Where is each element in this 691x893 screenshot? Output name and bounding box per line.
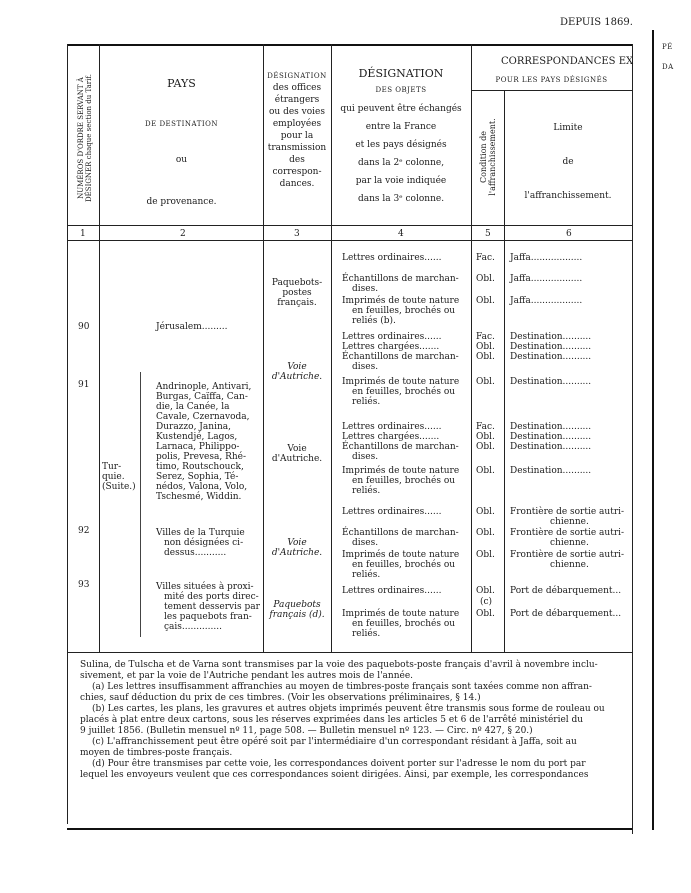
c93-l1: Villes situées à proxi- <box>156 582 254 592</box>
group-header: CORRESPONDANCES EX <box>501 56 634 67</box>
col3-l9: dances. <box>279 179 315 189</box>
row-90-6-cond: Obl. <box>476 352 495 362</box>
via1-l3: français. <box>277 298 317 308</box>
col2-line3: ou <box>175 155 188 165</box>
col3-l4: employées <box>272 119 322 129</box>
via92-l1: Voie <box>287 538 307 548</box>
c92-l2: non désignées ci- <box>164 538 244 548</box>
c93-l5: çais.............. <box>164 622 222 632</box>
col6-l2: de <box>562 157 574 167</box>
col6-l1: Limite <box>553 123 583 133</box>
table-top-rule <box>67 44 632 46</box>
c92-l3: dessus........... <box>164 548 227 558</box>
row-90-2-obj2: dises. <box>352 284 379 294</box>
section-91-via <box>266 444 328 464</box>
row-91-1-cond: Fac. <box>476 422 495 432</box>
row-92-3-obj: Imprimés de toute nature <box>342 550 460 560</box>
row-90-4-obj: Lettres ordinaires...... <box>342 332 442 342</box>
row-93-1-limit: Port de débarquement... <box>510 586 622 596</box>
turquie-l2: quie. <box>102 472 125 482</box>
row-91-1-obj: Lettres ordinaires...... <box>342 422 442 432</box>
via92-l2: d'Autriche. <box>271 548 323 558</box>
row-90-7-obj3: reliés. <box>352 397 381 407</box>
section-92-country <box>156 528 245 558</box>
col3-l6: transmission <box>267 143 327 153</box>
row-92-3-limit: Frontière de sortie autri- <box>510 550 625 560</box>
row-90-4-cond: Fac. <box>476 332 495 342</box>
c91-l2: Burgas, Caïffa, Can- <box>156 392 248 402</box>
row-90-1-limit: Jaffa.................. <box>510 253 583 263</box>
col3-l1: des offices <box>272 83 322 93</box>
section-93-via <box>266 600 328 620</box>
page-bottom-rule <box>67 828 632 830</box>
col2-header <box>100 78 263 208</box>
row-91-4-limit: Destination.......... <box>510 466 592 476</box>
via93-l2: français (d). <box>269 610 325 620</box>
row-93-1-obj: Lettres ordinaires...... <box>342 586 442 596</box>
row-90-7-obj: Imprimés de toute nature <box>342 377 460 387</box>
row-91-3-obj: Échantillons de marchan- <box>342 442 459 452</box>
col4-sub: DES OBJETS <box>375 86 427 94</box>
row-90-2-limit: Jaffa.................. <box>510 274 583 284</box>
row-91-3-obj2: dises. <box>352 452 379 462</box>
footnote-line-5: (b) Les cartes, les plans, les gravures et autres objets imprimés peuvent être transmis sous forme de rouleau ou <box>92 704 605 714</box>
row-92-1-limit: Frontière de sortie autri- <box>510 507 625 517</box>
c93-l3: tement desservis par <box>164 602 260 612</box>
via1-l2: postes <box>282 288 312 298</box>
via91-l1: Voie <box>287 444 307 454</box>
section-90-country: Jérusalem......... <box>156 322 228 332</box>
footnote-line-8: (c) L'affranchissement peut être opéré soit par l'intermédiaire d'un correspondant résidant à Jaffa, soit au <box>92 737 577 747</box>
c91-l10: Serez, Sophia, Té- <box>156 472 239 482</box>
c93-l4: les paquebots fran- <box>164 612 252 622</box>
c92-l1: Villes de la Turquie <box>156 528 245 538</box>
row-92-3-obj2: en feuilles, brochés ou <box>352 560 456 570</box>
col3-title: DÉSIGNATION <box>267 72 327 80</box>
row-91-4-obj: Imprimés de toute nature <box>342 466 460 476</box>
turquie-l1: Tur- <box>102 462 122 472</box>
via91-l2: d'Autriche. <box>271 454 323 464</box>
row-92-1-cond: Obl. <box>476 507 495 517</box>
footnote-line-11: lequel les envoyeurs veulent que ces correspondances soient dirigées. Ainsi, par exemple, les correspondances <box>80 770 589 780</box>
colnum-1: 1 <box>80 229 86 239</box>
group-header-rule <box>471 90 632 91</box>
row-90-3-obj2: en feuilles, brochés ou <box>352 306 456 316</box>
next-page-edge <box>652 30 654 830</box>
col3-l7: des <box>289 155 305 165</box>
row-91-4-cond: Obl. <box>476 466 495 476</box>
row-91-3-limit: Destination.......... <box>510 442 592 452</box>
row-90-6-obj: Échantillons de marchan- <box>342 352 459 362</box>
col4-l1: qui peuvent être échangés <box>340 104 462 114</box>
row-90-5-limit: Destination.......... <box>510 342 592 352</box>
row-90-7-obj2: en feuilles, brochés ou <box>352 387 456 397</box>
section-92-number: 92 <box>78 526 90 536</box>
section-93-country <box>156 582 260 632</box>
row-92-2-obj: Échantillons de marchan- <box>342 528 459 538</box>
footnote-line-6: placés à plat entre deux cartons, sous les réserves exprimées dans les articles 5 et 6 de l'arrêté ministériel du <box>80 715 584 725</box>
row-93-2-cond: Obl. <box>476 609 495 619</box>
row-93-2-obj3: reliés. <box>352 629 381 639</box>
footnote-line-1: Sulina, de Tulscha et de Varna sont transmises par la voie des paquebots-poste français d'avril à novembre inclu- <box>80 660 598 670</box>
section-92-via <box>266 538 328 558</box>
row-92-2-limit: Frontière de sortie autri- <box>510 528 625 538</box>
via93-l1: Paquebots <box>273 600 321 610</box>
c93-l2: mité des ports direc- <box>164 592 259 602</box>
next-page-fragment-1: PÉ <box>662 43 673 51</box>
col3-l5: pour la <box>280 131 314 141</box>
row-91-2-cond: Obl. <box>476 432 495 442</box>
row-90-7-cond: Obl. <box>476 377 495 387</box>
row-92-2-obj2: dises. <box>352 538 379 548</box>
footnote-line-10: (d) Pour être transmises par cette voie, les correspondances doivent porter sur l'adresse le nom du port par <box>92 759 586 769</box>
c91-l5: Durazzo, Janina, <box>156 422 231 432</box>
number-row-rule <box>67 240 632 241</box>
row-90-3-cond: Obl. <box>476 296 495 306</box>
col4-title: DÉSIGNATION <box>358 67 444 80</box>
turquie-label <box>102 462 136 492</box>
col4-l6: dans la 3ᵉ colonne. <box>357 194 445 204</box>
row-92-3-obj3: reliés. <box>352 570 381 580</box>
row-90-2-obj: Échantillons de marchan- <box>342 274 459 284</box>
row-93-2-obj2: en feuilles, brochés ou <box>352 619 456 629</box>
col3-l2: étrangers <box>274 95 320 105</box>
row-90-1-cond: Fac. <box>476 253 495 263</box>
page-header-fragment: DEPUIS 1869. <box>560 17 633 28</box>
c91-l9: timo, Routschouck, <box>156 462 244 472</box>
row-90-7-limit: Destination.......... <box>510 377 592 387</box>
group-subheader: POUR LES PAYS DÉSIGNÉS <box>495 76 608 84</box>
row-90-5-cond: Obl. <box>476 342 495 352</box>
c91-l11: nédos, Valona, Volo, <box>156 482 248 492</box>
row-92-1-obj: Lettres ordinaires...... <box>342 507 442 517</box>
row-91-3-cond: Obl. <box>476 442 495 452</box>
row-93-2-limit: Port de débarquement... <box>510 609 622 619</box>
via1-l1: Paquebots- <box>271 278 323 288</box>
section-91-country <box>156 382 251 502</box>
section-90-number: 90 <box>78 322 90 332</box>
section-90-via1 <box>266 278 328 308</box>
col4-l4: dans la 2ᵉ colonne, <box>357 158 445 168</box>
c91-l8: polis, Prevesa, Rhé- <box>156 452 247 462</box>
col6-header <box>504 122 632 202</box>
col3-l8: correspon- <box>272 167 322 177</box>
via2-l2: d'Autriche. <box>271 372 323 382</box>
col4-l3: et les pays désignés <box>355 140 447 150</box>
col6-l3: l'affranchissement. <box>524 191 612 201</box>
colnum-6: 6 <box>566 229 572 239</box>
footnote-line-7: 9 juillet 1856. (Bulletin mensuel nº 11, page 508. — Bulletin mensuel nº 123. — Circ. nº 427, § 20.) <box>80 726 533 736</box>
col2-title: PAYS <box>167 77 196 90</box>
col1-header-text: NUMÉROS D'ORDRE SERVANT À DÉSIGNER chaque section du Tarif. <box>77 74 93 202</box>
header-bottom-rule <box>67 225 632 226</box>
c91-l1: Andrinople, Antivari, <box>156 382 252 392</box>
footnote-line-9: moyen de timbres-poste français. <box>80 748 233 758</box>
row-90-1-obj: Lettres ordinaires...... <box>342 253 442 263</box>
footnote-line-3: (a) Les lettres insuffisamment affranchies au moyen de timbres-poste français sont taxées comme non affran- <box>92 682 592 692</box>
section-90-via2 <box>266 362 328 382</box>
row-91-1-limit: Destination.......... <box>510 422 592 432</box>
row-92-2-cond: Obl. <box>476 528 495 538</box>
row-90-2-cond: Obl. <box>476 274 495 284</box>
section-91-number: 91 <box>78 380 90 390</box>
row-90-5-obj: Lettres chargées....... <box>342 342 440 352</box>
footnotes <box>80 660 625 781</box>
row-92-2-limit2: chienne. <box>550 538 589 548</box>
row-91-2-obj: Lettres chargées....... <box>342 432 440 442</box>
table-bottom-rule <box>67 652 632 653</box>
col3-l3: ou des voies <box>269 107 325 117</box>
col5-header-text: Condition de l'affranchissement. <box>479 118 497 196</box>
footnote-line-2: sivement, et par la voie de l'Autriche pendant les autres mois de l'année. <box>80 671 414 681</box>
row-90-6-obj2: dises. <box>352 362 379 372</box>
c91-l4: Cavale, Czernavoda, <box>156 412 250 422</box>
row-91-4-obj3: reliés. <box>352 486 381 496</box>
row-93-1-cond: Obl. <box>476 586 495 596</box>
c91-l6: Kustendjé, Lagos, <box>156 432 238 442</box>
row-93-1-cond2: (c) <box>480 597 493 607</box>
row-90-3-obj3: reliés (b). <box>352 316 396 326</box>
turquie-brace <box>140 372 141 637</box>
col4-header <box>331 68 471 208</box>
colnum-3: 3 <box>294 229 300 239</box>
row-91-4-obj2: en feuilles, brochés ou <box>352 476 456 486</box>
c91-l12: Tschesmé, Widdin. <box>156 492 242 502</box>
c91-l3: die, la Canée, la <box>156 402 230 412</box>
colnum-4: 4 <box>398 229 404 239</box>
row-90-3-limit: Jaffa.................. <box>510 296 583 306</box>
turquie-l3: (Suite.) <box>102 482 136 492</box>
row-91-2-limit: Destination.......... <box>510 432 592 442</box>
next-page-fragment-2: DA <box>662 63 674 71</box>
col5-header <box>471 92 504 224</box>
col4-l2: entre la France <box>365 122 437 132</box>
row-92-1-limit2: chienne. <box>550 517 589 527</box>
col3-header <box>263 70 331 190</box>
via2-l1: Voie <box>287 362 307 372</box>
row-93-2-obj: Imprimés de toute nature <box>342 609 460 619</box>
col4-l5: par la voie indiquée <box>355 176 447 186</box>
colnum-5: 5 <box>485 229 491 239</box>
c91-l7: Larnaca, Philippo- <box>156 442 240 452</box>
col2-line4: de provenance. <box>146 197 217 207</box>
row-90-4-limit: Destination.......... <box>510 332 592 342</box>
row-90-6-limit: Destination.......... <box>510 352 592 362</box>
frame-right <box>632 44 633 834</box>
col2-line2: DE DESTINATION <box>145 120 218 128</box>
footnote-line-4: chies, sauf déduction du prix de ces timbres. (Voir les observations préliminaires, § 14.) <box>80 693 481 703</box>
colnum-2: 2 <box>180 229 186 239</box>
row-92-3-cond: Obl. <box>476 550 495 560</box>
section-93-number: 93 <box>78 580 90 590</box>
row-92-3-limit2: chienne. <box>550 560 589 570</box>
row-90-3-obj: Imprimés de toute nature <box>342 296 460 306</box>
